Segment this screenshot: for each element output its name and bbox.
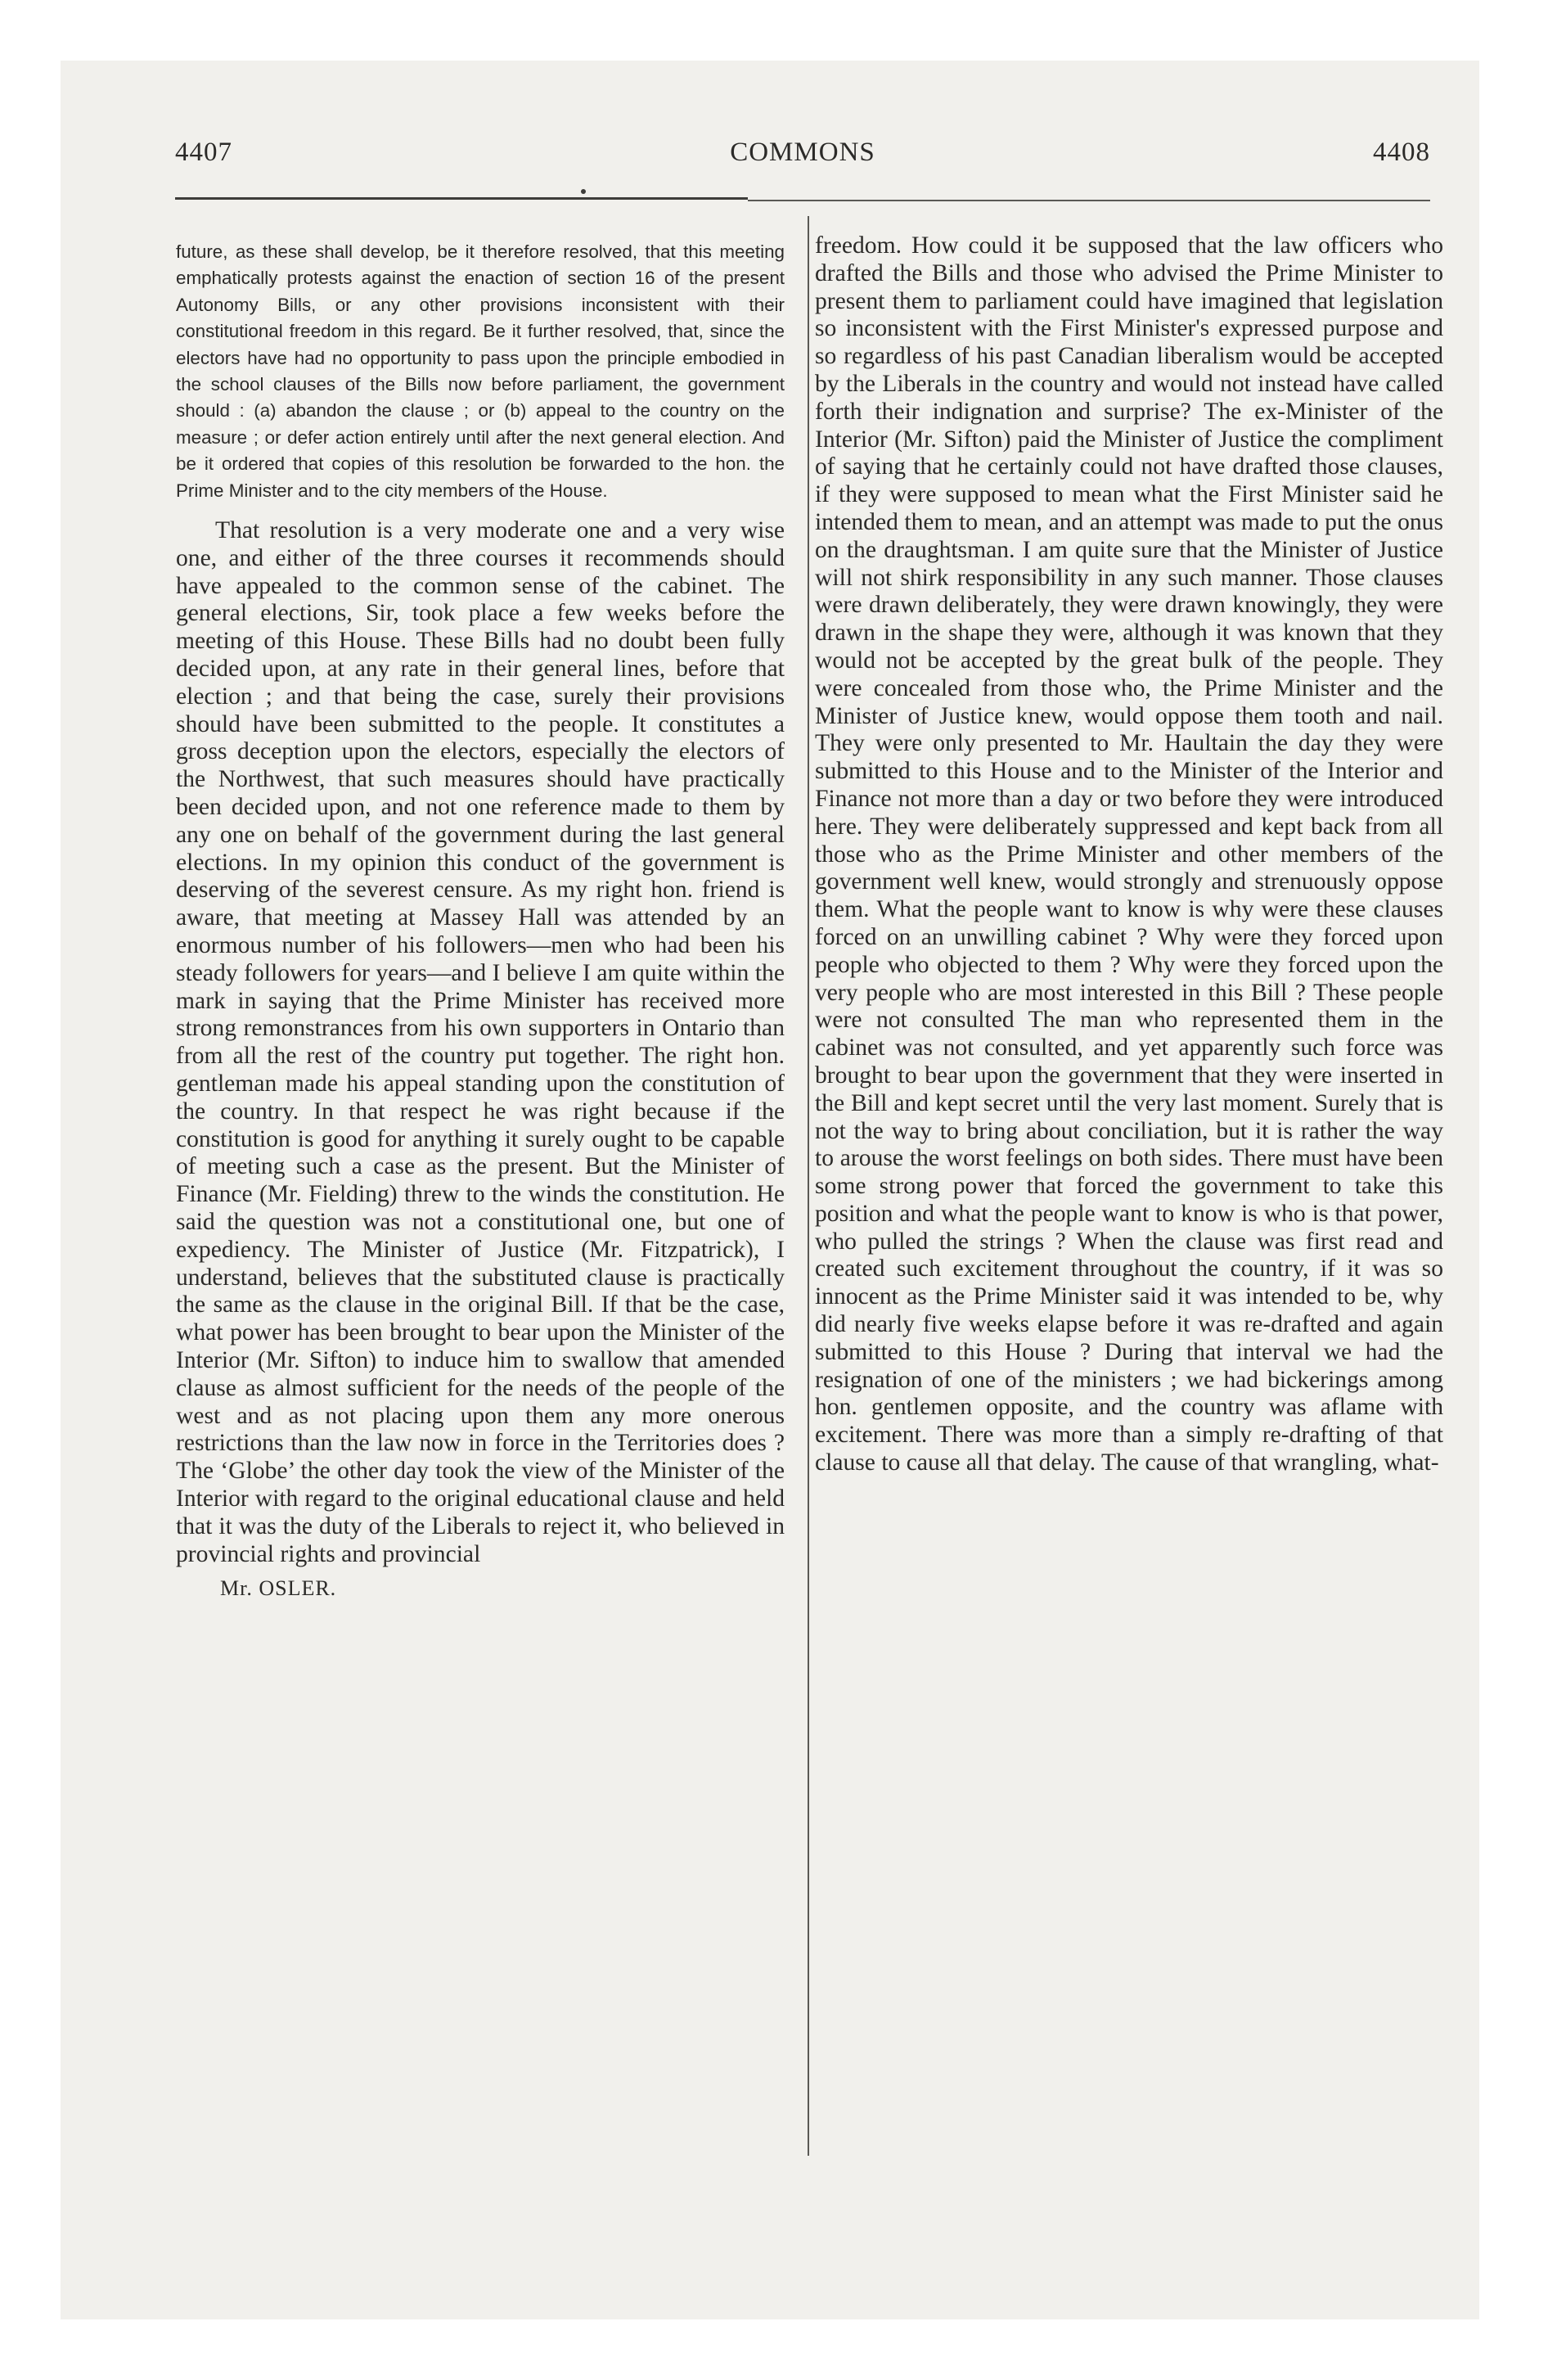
page-title: COMMONS xyxy=(730,137,875,167)
right-column xyxy=(815,232,1443,1477)
speaker-footer: Mr. OSLER. xyxy=(220,1576,337,1601)
right-body-text: freedom. How could it be supposed that the law officers who drafted the Bills and those who advised the Prime Minister to present them to parliament could have imagined that legislation so inconsistent with the First Minister's expressed purpose and so regardless of his past Canadian liberalism would be accepted by the Liberals in the country and would not instead have called forth their indignation and surprise? The ex-Minister of the Interior (Mr. Sifton) paid the Minister of Justice the compliment of saying that he certainly could not have drafted those clauses, if they were supposed to mean what the First Minister said he intended them to mean, and an attempt was made to put the onus on the draughtsman. I am quite sure that the Minister of Justice will not shirk responsibility in any such manner. Those clauses were drawn deliberately, they were drawn knowingly, they were drawn in the shape they were, although it was known that they would not be accepted by the great bulk of the people. They were concealed from those who, the Prime Minister and the Minister of Justice knew, would oppose them tooth and nail. They were only presented to Mr. Haultain the day they were submitted to this House and to the Minister of the Interior and Finance not more than a day or two before they were introduced here. They were deliberately suppressed and kept back from all those who as the Prime Minister and other members of the government well knew, would strongly and strenuously oppose them. What the people want to know is why were these clauses forced on an unwilling cabinet ? Why were they forced upon people who objected to them ? Why were they forced upon the very people who are most interested in this Bill ? These people were not consulted The man who represented them in the cabinet was not consulted, and yet apparently such force was brought to bear upon the government that they were inserted in the Bill and kept secret until the very last moment. Surely that is not the way to bring about conciliation, but it is rather the way to arouse the worst feelings on both sides. There must have been some strong power that forced the government to take this position and what the people want to know is who is that power, who pulled the strings ? When the clause was first read and created such excitement throughout the country, if it was so innocent as the Prime Minister said it was intended to be, why did nearly five weeks elapse before it was re-drafted and again submitted to this House ? During that interval we had the resignation of one of the ministers ; we had bickerings among hon. gentlemen opposite, and the country was aflame with excitement. There was more than a simply re-drafting of that clause to cause all that delay. The cause of that wrangling, what- xyxy=(815,232,1443,1476)
right-page-number: 4408 xyxy=(1373,137,1430,167)
page-header xyxy=(175,137,1430,178)
left-column xyxy=(176,239,785,1601)
header-dot xyxy=(581,189,586,194)
resolution-text: future, as these shall develop, be it therefore resolved, that this meeting emphatically protests against the enaction of section 16 of the present Autonomy Bills, or any other provisions inconsistent with their constitutional freedom in this regard. Be it further resolved, that, since the electors have had no opportunity to pass upon the principle embodied in the school clauses of the Bills now before parliament, the government should : (a) abandon the clause ; or (b) appeal to the country on the measure ; or defer action entirely until after the next general election. And be it ordered that copies of this resolution be forwarded to the hon. the Prime Minister and to the city members of the House. xyxy=(176,241,785,501)
header-rule-left xyxy=(175,197,748,200)
column-divider xyxy=(808,216,809,2156)
left-page-number: 4407 xyxy=(175,137,232,167)
left-body-text: That resolution is a very moderate one and a very wise one, and either of the three courses it recommends should have appealed to the common sense of the cabinet. The general elections, Sir, took place a few weeks before the meeting of this House. These Bills had no doubt been fully decided upon, at any rate in their general lines, before that election ; and that being the case, surely their provisions should have been submitted to the people. It constitutes a gross deception upon the electors, especially the electors of the Northwest, that such measures should have practically been decided upon, and not one reference made to them by any one on behalf of the government during the last general elections. In my opinion this conduct of the government is deserving of the severest censure. As my right hon. friend is aware, that meeting at Massey Hall was attended by an enormous number of his followers—men who had been his steady followers for years—and I believe I am quite within the mark in saying that the Prime Minister has received more strong remonstrances from his own supporters in Ontario than from all the rest of the country put together. The right hon. gentleman made his appeal standing upon the constitution of the country. In that respect he was right because if the constitution is good for anything it surely ought to be capable of meeting such a case as the present. But the Minister of Finance (Mr. Fielding) threw to the winds the constitution. He said the question was not a constitutional one, but one of expediency. The Minister of Justice (Mr. Fitzpatrick), I understand, believes that the substituted clause is practically the same as the clause in the original Bill. If that be the case, what power has been brought to bear upon the Minister of the Interior (Mr. Sifton) to induce him to swallow that amended clause as almost sufficient for the needs of the people of the west and as not placing upon them any more onerous restrictions than the law now in force in the Territories does ? The ‘Globe’ the other day took the view of the Minister of the Interior with regard to the original educational clause and held that it was the duty of the Liberals to reject it, who believed in provincial rights and provincial xyxy=(176,517,785,1567)
header-rule-right xyxy=(748,200,1430,201)
